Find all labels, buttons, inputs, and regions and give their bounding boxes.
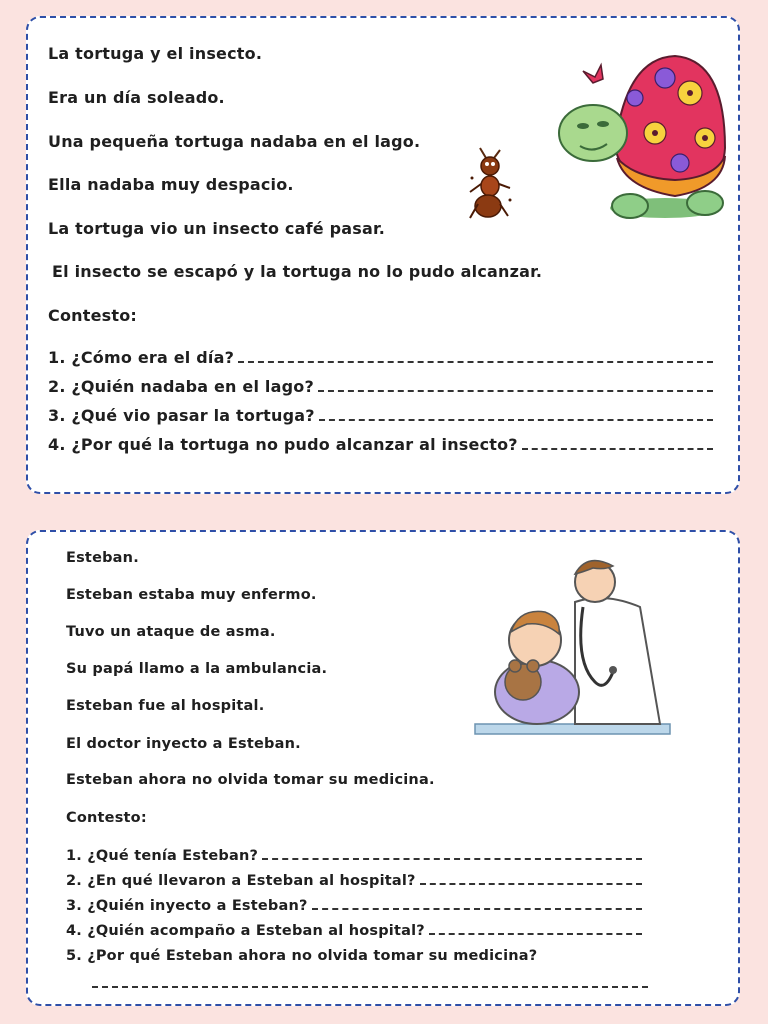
question-text: 3. ¿Qué vio pasar la tortuga? — [48, 406, 315, 425]
answer-blank[interactable] — [319, 407, 713, 421]
answer-blank[interactable] — [420, 871, 642, 885]
story1-line-4: La tortuga vio un insecto café pasar. — [48, 219, 386, 238]
story1-line-2: Una pequeña tortuga nadaba en el lago. — [48, 132, 421, 151]
story2-question-2 — [66, 871, 642, 891]
question-text: 2. ¿Quién nadaba en el lago? — [48, 377, 314, 396]
story2-question-4 — [66, 921, 642, 941]
story1-contesto-label: Contesto: — [48, 306, 137, 325]
story2-line-4: Esteban fue al hospital. — [66, 698, 265, 714]
question-text: 4. ¿Por qué la tortuga no pudo alcanzar al insecto? — [48, 435, 518, 454]
question-text: 4. ¿Quién acompaño a Esteban al hospital? — [66, 923, 425, 939]
story2-line-5: El doctor inyecto a Esteban. — [66, 736, 301, 752]
story1-question-1 — [48, 348, 713, 368]
story2-line-1: Esteban estaba muy enfermo. — [66, 587, 317, 603]
question-text: 1. ¿Qué tenía Esteban? — [66, 848, 259, 864]
story1-question-2 — [48, 377, 713, 397]
ant-icon — [466, 148, 514, 226]
story2-question-1 — [66, 846, 642, 866]
story1-line-5: El insecto se escapó y la tortuga no lo pudo alcanzar. — [52, 262, 543, 281]
question-text: 3. ¿Quién inyecto a Esteban? — [66, 898, 308, 914]
answer-blank[interactable] — [318, 378, 713, 392]
answer-blank[interactable] — [262, 846, 642, 860]
story1-question-3 — [48, 406, 713, 426]
story2-line-2: Tuvo un ataque de asma. — [66, 624, 276, 640]
story1-question-4 — [48, 435, 713, 455]
question-text: 2. ¿En qué llevaron a Esteban al hospital? — [66, 873, 416, 889]
answer-blank[interactable] — [429, 921, 642, 935]
answer-blank[interactable] — [238, 349, 713, 363]
question-text: 1. ¿Cómo era el día? — [48, 348, 235, 367]
turtle-icon — [555, 38, 735, 223]
story2-line-3: Su papá llamo a la ambulancia. — [66, 661, 328, 677]
story2-contesto-label: Contesto: — [66, 810, 147, 826]
story1-line-1: Era un día soleado. — [48, 88, 225, 107]
answer-blank[interactable] — [312, 896, 642, 910]
story2-title: Esteban. — [66, 550, 139, 566]
story2-question-3 — [66, 896, 642, 916]
story1-line-3: Ella nadaba muy despacio. — [48, 175, 294, 194]
story2-question-5: 5. ¿Por qué Esteban ahora no olvida tomar su medicina? — [66, 948, 538, 964]
answer-blank[interactable] — [522, 436, 713, 450]
answer-blank[interactable] — [92, 986, 648, 988]
story1-title: La tortuga y el insecto. — [48, 44, 263, 63]
story2-line-6: Esteban ahora no olvida tomar su medicina. — [66, 772, 435, 788]
doctor-child-icon — [475, 552, 675, 740]
